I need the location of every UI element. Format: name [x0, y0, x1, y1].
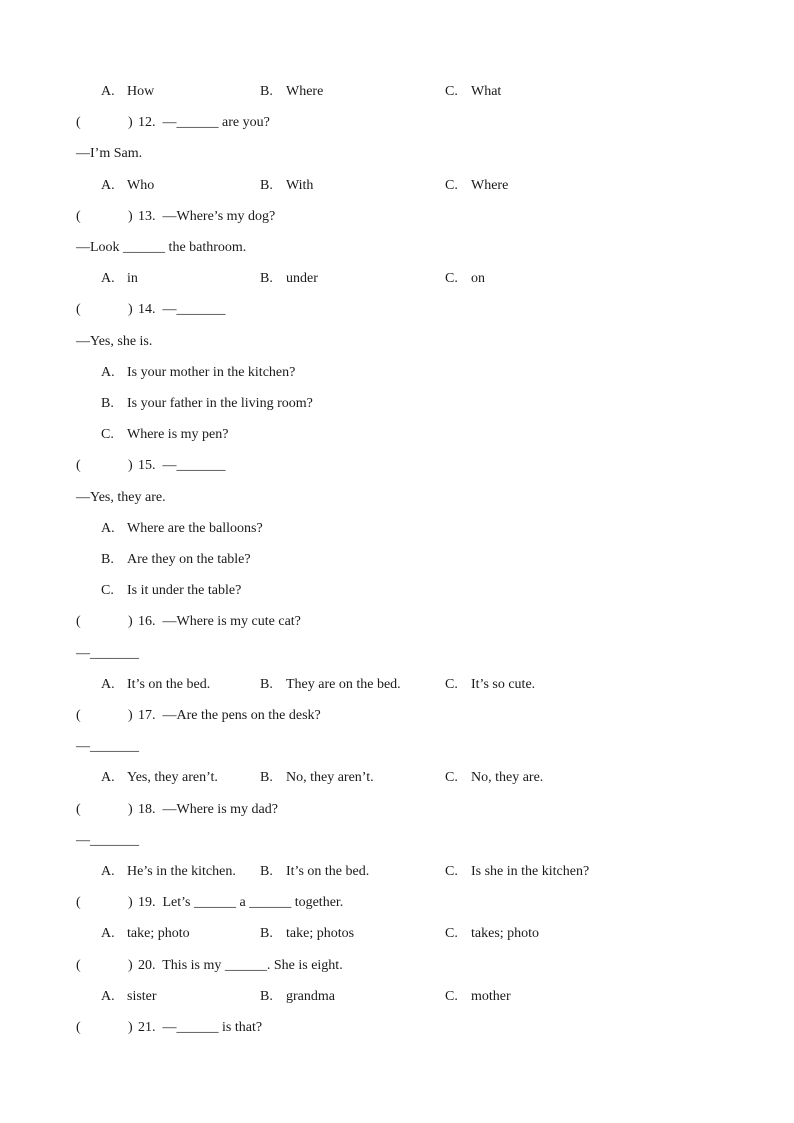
q15-option-c: C. Is it under the table?: [101, 583, 242, 598]
q16-question-text: 16. —Where is my cute cat?: [138, 614, 301, 629]
q16-option-b: B. They are on the bed.: [260, 677, 401, 692]
q15-question-row: [0, 456, 794, 476]
q20-option-a: A. sister: [101, 989, 157, 1004]
q12-option-c: C. Where: [445, 178, 509, 193]
q13-option-b: B. under: [260, 271, 318, 286]
q19-question-row: [0, 893, 794, 913]
q15-option-c-row: [0, 581, 794, 601]
q16-answer-text: —_______: [76, 646, 139, 661]
q13-option-c: C. on: [445, 271, 485, 286]
q20-option-c: C. mother: [445, 989, 511, 1004]
q15-answer-row: [0, 488, 794, 508]
q11-options-row: [0, 82, 794, 102]
q17-answer-row: [0, 737, 794, 757]
q13-answer-row: [0, 238, 794, 258]
q18-answer-row: [0, 831, 794, 851]
q14-option-b: B. Is your father in the living room?: [101, 396, 313, 411]
q12-question-text: 12. —______ are you?: [138, 115, 270, 130]
q20-question-text: 20. This is my ______. She is eight.: [138, 958, 343, 973]
q12-options-row: [0, 176, 794, 196]
q18-options-row: [0, 862, 794, 882]
answer-paren-close: ): [128, 708, 133, 723]
q15-option-b: B. Are they on the table?: [101, 552, 251, 567]
q16-option-c: C. It’s so cute.: [445, 677, 536, 692]
answer-paren-close: ): [128, 209, 133, 224]
q17-question-text: 17. —Are the pens on the desk?: [138, 708, 321, 723]
q14-option-a-row: [0, 363, 794, 383]
q18-option-b: B. It’s on the bed.: [260, 864, 370, 879]
q20-options-row: [0, 987, 794, 1007]
answer-paren-close: ): [128, 614, 133, 629]
q13-answer-text: —Look ______ the bathroom.: [76, 240, 247, 255]
q17-option-b: B. No, they aren’t.: [260, 770, 374, 785]
q19-option-a: A. take; photo: [101, 926, 190, 941]
q18-question-text: 18. —Where is my dad?: [138, 802, 278, 817]
answer-paren-close: ): [128, 958, 133, 973]
q17-option-a: A. Yes, they aren’t.: [101, 770, 218, 785]
q14-option-c-row: [0, 425, 794, 445]
q14-answer-text: —Yes, she is.: [76, 334, 153, 349]
q14-question-text: 14. —_______: [138, 302, 226, 317]
q20-question-row: [0, 956, 794, 976]
q12-question-row: [0, 113, 794, 133]
q20-option-b: B. grandma: [260, 989, 335, 1004]
q19-options-row: [0, 924, 794, 944]
answer-paren-close: ): [128, 302, 133, 317]
q16-question-row: [0, 612, 794, 632]
q16-answer-row: [0, 644, 794, 664]
q14-option-b-row: [0, 394, 794, 414]
q19-option-b: B. take; photos: [260, 926, 355, 941]
q17-options-row: [0, 768, 794, 788]
q21-question-row: [0, 1018, 794, 1038]
answer-paren-open: (: [76, 302, 81, 317]
q15-option-a: A. Where are the balloons?: [101, 521, 263, 536]
answer-paren-close: ): [128, 1020, 133, 1035]
q15-question-text: 15. —_______: [138, 458, 226, 473]
q14-answer-row: [0, 332, 794, 352]
q11-option-b: B. Where: [260, 84, 324, 99]
answer-paren-close: ): [128, 115, 133, 130]
answer-paren-open: (: [76, 115, 81, 130]
q19-question-text: 19. Let’s ______ a ______ together.: [138, 895, 344, 910]
q18-question-row: [0, 800, 794, 820]
q19-option-c: C. takes; photo: [445, 926, 540, 941]
q11-option-a: A. How: [101, 84, 155, 99]
q14-option-c: C. Where is my pen?: [101, 427, 229, 442]
answer-paren-close: ): [128, 458, 133, 473]
q13-option-a: A. in: [101, 271, 138, 286]
q18-option-a: A. He’s in the kitchen.: [101, 864, 236, 879]
q21-question-text: 21. —______ is that?: [138, 1020, 263, 1035]
answer-paren-close: ): [128, 802, 133, 817]
answer-paren-open: (: [76, 614, 81, 629]
answer-paren-open: (: [76, 708, 81, 723]
q17-question-row: [0, 706, 794, 726]
q13-options-row: [0, 269, 794, 289]
answer-paren-open: (: [76, 802, 81, 817]
answer-paren-open: (: [76, 895, 81, 910]
q15-answer-text: —Yes, they are.: [76, 490, 166, 505]
q17-answer-text: —_______: [76, 739, 139, 754]
q12-option-a: A. Who: [101, 178, 155, 193]
q14-option-a: A. Is your mother in the kitchen?: [101, 365, 296, 380]
q15-option-b-row: [0, 550, 794, 570]
q13-question-text: 13. —Where’s my dog?: [138, 209, 276, 224]
q16-options-row: [0, 675, 794, 695]
q14-question-row: [0, 300, 794, 320]
answer-paren-open: (: [76, 1020, 81, 1035]
answer-paren-open: (: [76, 209, 81, 224]
q13-question-row: [0, 207, 794, 227]
answer-paren-open: (: [76, 458, 81, 473]
q11-option-c: C. What: [445, 84, 502, 99]
answer-paren-open: (: [76, 958, 81, 973]
answer-paren-close: ): [128, 895, 133, 910]
q18-option-c: C. Is she in the kitchen?: [445, 864, 590, 879]
q18-answer-text: —_______: [76, 833, 139, 848]
q12-answer-row: [0, 144, 794, 164]
q16-option-a: A. It’s on the bed.: [101, 677, 211, 692]
q12-answer-text: —I’m Sam.: [76, 146, 143, 161]
q12-option-b: B. With: [260, 178, 314, 193]
q15-option-a-row: [0, 519, 794, 539]
q17-option-c: C. No, they are.: [445, 770, 544, 785]
